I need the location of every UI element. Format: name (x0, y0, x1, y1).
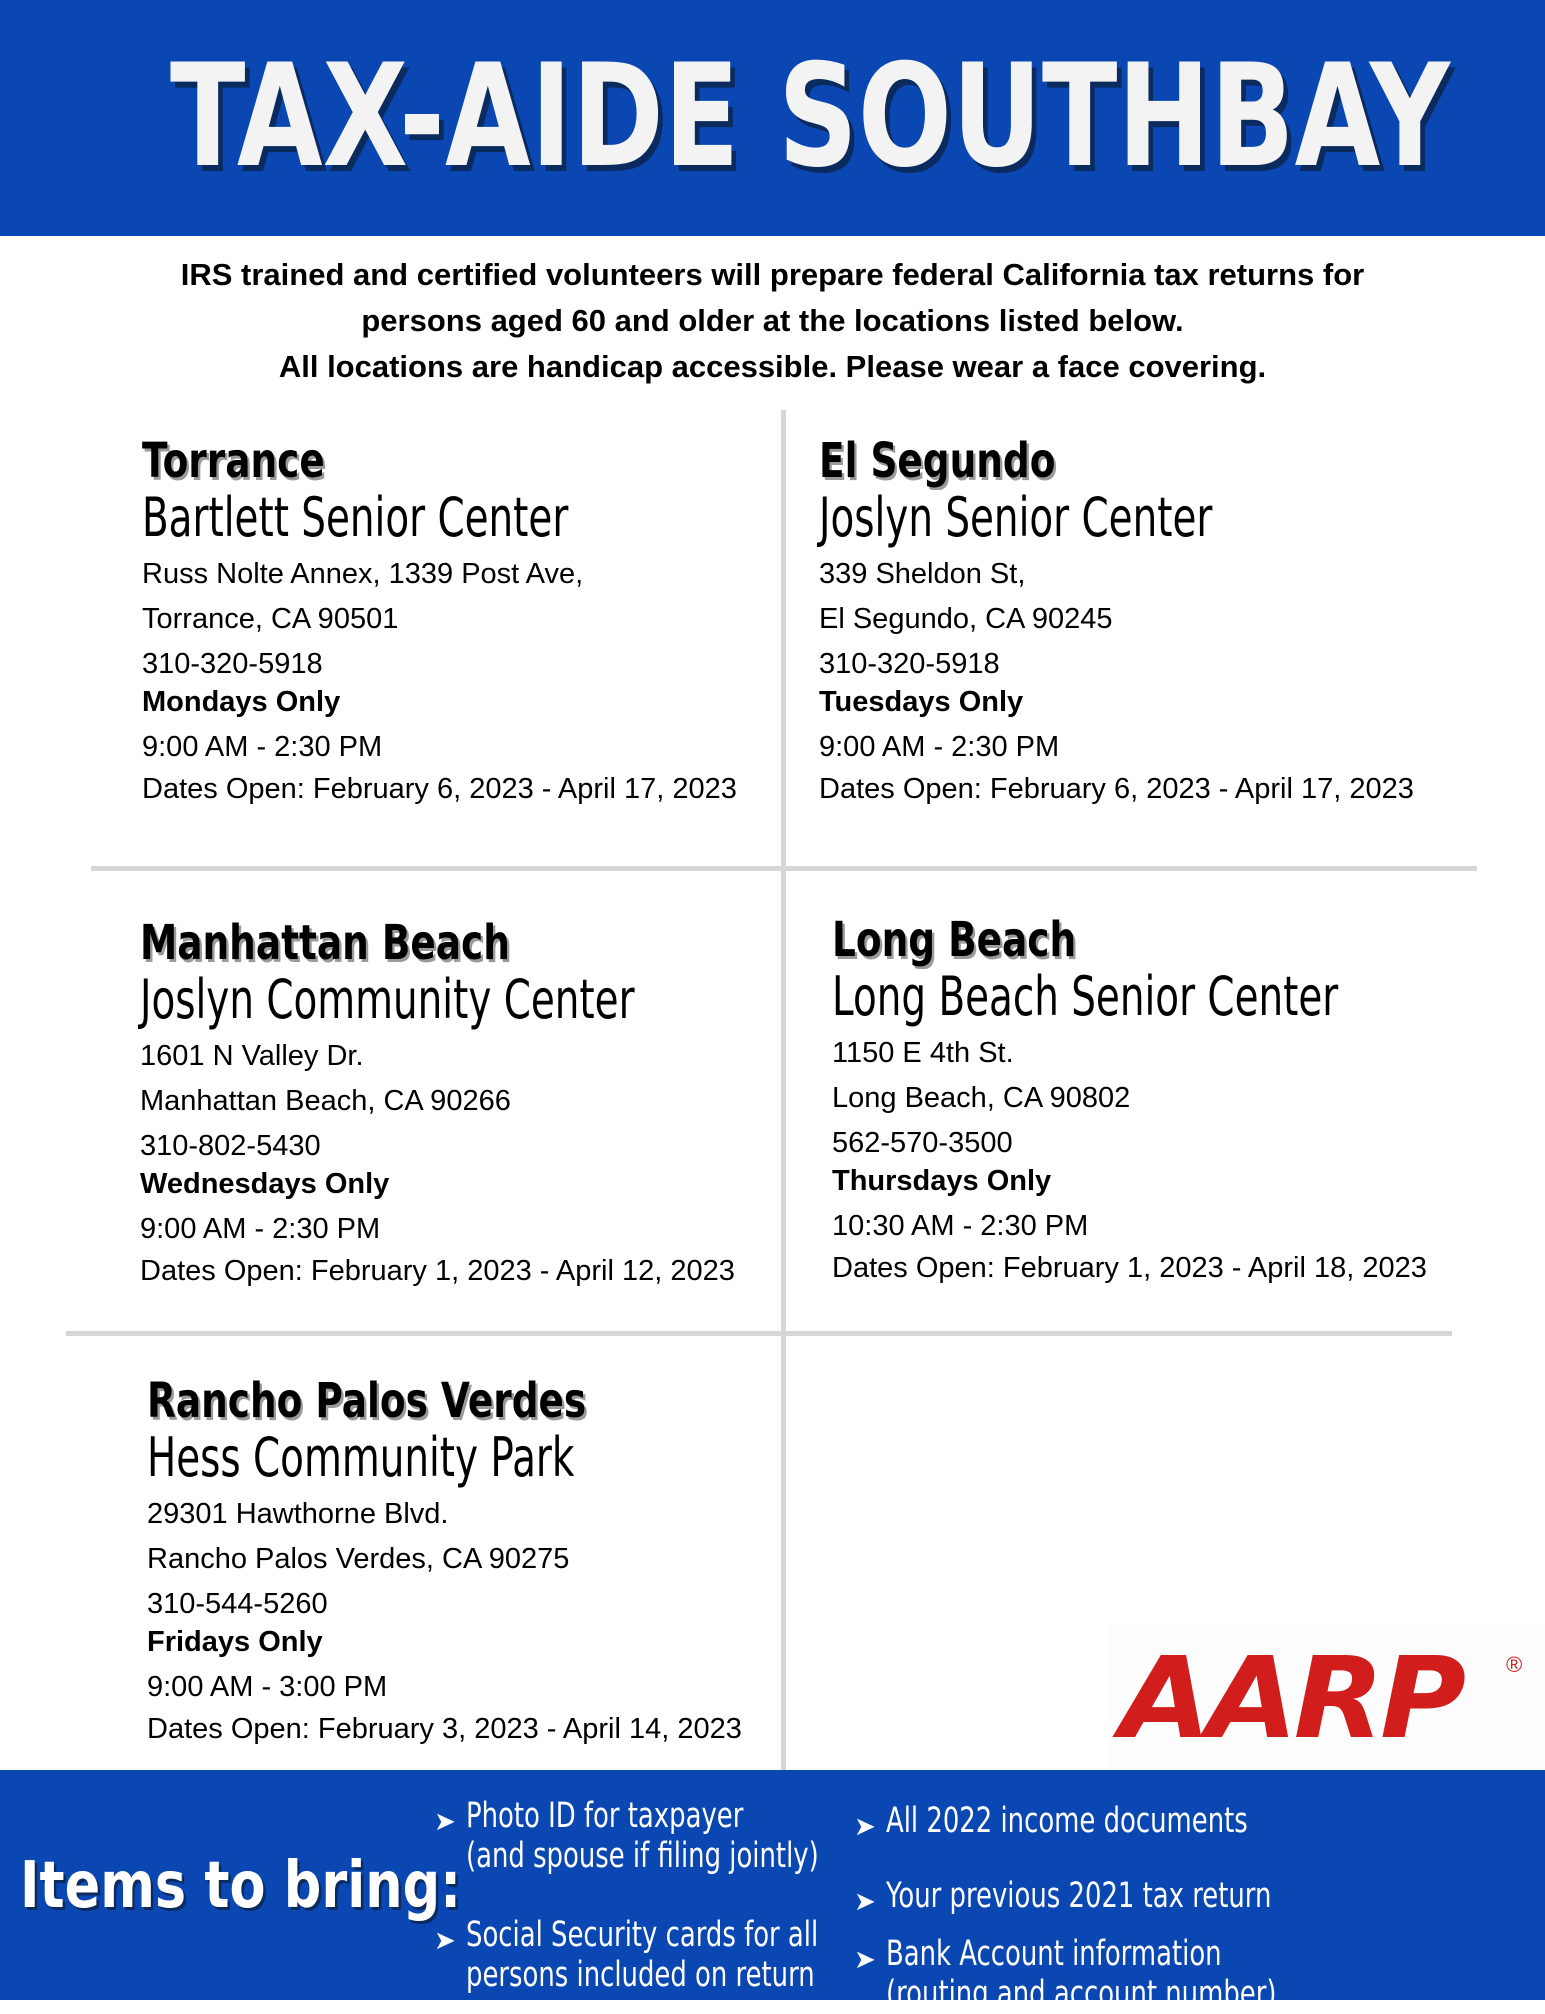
item-line-1: All 2022 income documents (886, 1801, 1248, 1841)
item-line-2: persons included on return (466, 1955, 815, 1995)
venue-name: Joslyn Senior Center (819, 486, 1213, 549)
phone-number: 562-570-3500 (832, 1127, 1013, 1159)
venue-name: Bartlett Senior Center (142, 486, 569, 549)
venue-name: Hess Community Park (147, 1426, 575, 1489)
intro-line-2: persons aged 60 and older at the locations listed below. (361, 303, 1184, 338)
open-days: Tuesdays Only (819, 686, 1024, 718)
horizontal-divider-bottom (66, 1331, 1452, 1336)
open-days: Fridays Only (147, 1626, 323, 1658)
intro-text (80, 252, 1465, 390)
arrow-bullet-icon: ➤ (434, 1806, 456, 1836)
open-days: Mondays Only (142, 686, 341, 718)
city-name: El Segundo (819, 433, 1056, 489)
city-name: Long Beach (832, 912, 1077, 968)
registered-mark: ® (1506, 1652, 1523, 1677)
dates-open: Dates Open: February 1, 2023 - April 18, 2023 (832, 1252, 1427, 1284)
venue-name: Long Beach Senior Center (832, 965, 1339, 1028)
location-el-segundo (819, 432, 1479, 808)
address-line-1: 339 Sheldon St, (819, 558, 1026, 590)
dates-open: Dates Open: February 1, 2023 - April 12, 2023 (140, 1255, 735, 1287)
hours: 9:00 AM - 2:30 PM (819, 731, 1060, 763)
hours: 9:00 AM - 2:30 PM (140, 1213, 381, 1245)
address-line-2: El Segundo, CA 90245 (819, 603, 1113, 635)
hours: 9:00 AM - 3:00 PM (147, 1671, 388, 1703)
arrow-bullet-icon: ➤ (854, 1886, 876, 1916)
address-line-2: Torrance, CA 90501 (142, 603, 399, 635)
hours: 9:00 AM - 2:30 PM (142, 731, 383, 763)
location-torrance (142, 432, 802, 808)
intro-line-3: All locations are handicap accessible. Please wear a face covering. (278, 349, 1267, 384)
address-line-1: 1150 E 4th St. (832, 1037, 1014, 1069)
item-line-1: Your previous 2021 tax return (886, 1876, 1272, 1916)
hours: 10:30 AM - 2:30 PM (832, 1210, 1089, 1242)
arrow-bullet-icon: ➤ (854, 1944, 876, 1974)
open-days: Wednesdays Only (140, 1168, 390, 1200)
items-to-bring-banner (0, 1770, 1545, 2014)
dates-open: Dates Open: February 6, 2023 - April 17, 2023 (819, 773, 1414, 805)
city-name: Torrance (142, 433, 325, 489)
dates-open: Dates Open: February 6, 2023 - April 17, 2023 (142, 773, 737, 805)
aarp-logo (1108, 1622, 1545, 1770)
venue-name: Joslyn Community Center (140, 968, 635, 1031)
location-rancho-palos-verdes (147, 1372, 807, 1748)
item-line-2: (routing and account number) (886, 1974, 1277, 2014)
phone-number: 310-544-5260 (147, 1588, 328, 1620)
item-line-1: Photo ID for taxpayer (466, 1796, 744, 1836)
address-line-2: Rancho Palos Verdes, CA 90275 (147, 1543, 570, 1575)
address-line-1: 29301 Hawthorne Blvd. (147, 1498, 449, 1530)
item-line-1: Bank Account information (886, 1934, 1222, 1974)
address-line-2: Manhattan Beach, CA 90266 (140, 1085, 511, 1117)
intro-line-1: IRS trained and certified volunteers will prepare federal California tax returns for (180, 257, 1365, 292)
page-title: TAX-AIDE SOUTHBAY (169, 34, 1450, 199)
horizontal-divider-top (91, 866, 1477, 871)
location-long-beach (832, 911, 1492, 1287)
dates-open: Dates Open: February 3, 2023 - April 14, 2023 (147, 1713, 742, 1745)
item-line-1: Social Security cards for all (466, 1915, 819, 1955)
items-to-bring-title: Items to bring: (20, 1849, 462, 1923)
city-name: Rancho Palos Verdes (147, 1373, 587, 1429)
address-line-2: Long Beach, CA 90802 (832, 1082, 1131, 1114)
address-line-1: 1601 N Valley Dr. (140, 1040, 364, 1072)
phone-number: 310-320-5918 (819, 648, 1000, 680)
open-days: Thursdays Only (832, 1165, 1052, 1197)
item-line-2: (and spouse if filing jointly) (466, 1836, 819, 1876)
arrow-bullet-icon: ➤ (854, 1811, 876, 1841)
arrow-bullet-icon: ➤ (434, 1925, 456, 1955)
location-manhattan-beach (140, 914, 800, 1290)
phone-number: 310-320-5918 (142, 648, 323, 680)
aarp-logo-text: AARP (1120, 1634, 1462, 1764)
header-banner (0, 0, 1545, 236)
phone-number: 310-802-5430 (140, 1130, 321, 1162)
address-line-1: Russ Nolte Annex, 1339 Post Ave, (142, 558, 584, 590)
city-name: Manhattan Beach (140, 915, 510, 971)
